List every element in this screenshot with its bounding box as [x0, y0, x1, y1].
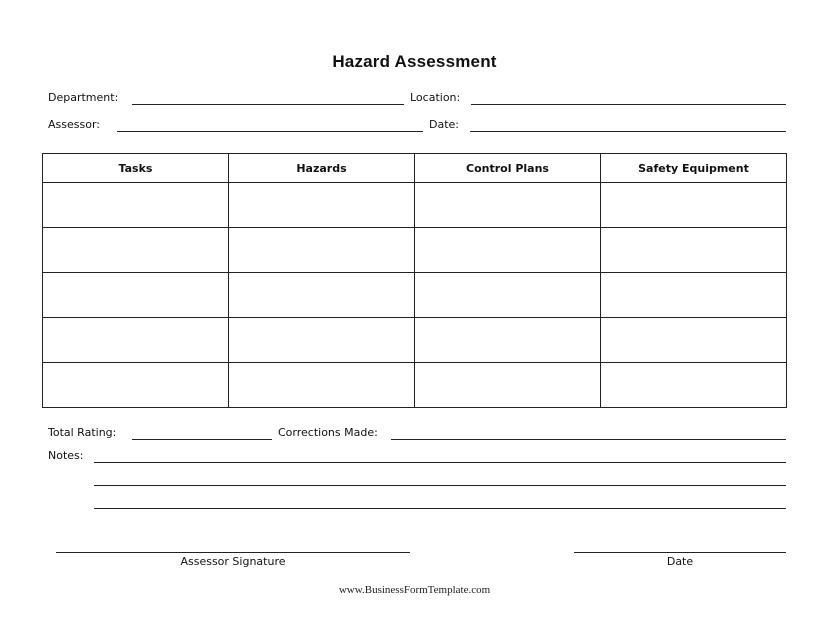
location-field[interactable]	[471, 104, 786, 105]
assessor-label: Assessor:	[48, 118, 100, 131]
assessor-field[interactable]	[117, 131, 423, 132]
total-rating-field[interactable]	[132, 439, 272, 440]
table-cell[interactable]	[229, 363, 415, 408]
corrections-made-field[interactable]	[391, 439, 786, 440]
corrections-made-label: Corrections Made:	[278, 426, 378, 439]
table-cell[interactable]	[43, 318, 229, 363]
column-header-safety-equipment: Safety Equipment	[601, 154, 787, 183]
table-cell[interactable]	[601, 183, 787, 228]
notes-line-2[interactable]	[94, 485, 786, 486]
table-cell[interactable]	[43, 273, 229, 318]
table-cell[interactable]	[229, 318, 415, 363]
page-title: Hazard Assessment	[332, 52, 497, 71]
location-label: Location:	[410, 91, 461, 104]
total-rating-label: Total Rating:	[48, 426, 117, 439]
notes-line-1[interactable]	[94, 462, 786, 463]
table-row	[43, 228, 787, 273]
table-cell[interactable]	[415, 363, 601, 408]
footer-website: www.BusinessFormTemplate.com	[338, 584, 491, 596]
table-cell[interactable]	[601, 363, 787, 408]
table-cell[interactable]	[229, 183, 415, 228]
table-cell[interactable]	[601, 228, 787, 273]
table-cell[interactable]	[229, 228, 415, 273]
table-row	[43, 363, 787, 408]
table-cell[interactable]	[229, 273, 415, 318]
table-header-row	[43, 154, 787, 183]
hazard-table	[42, 153, 787, 408]
date-field[interactable]	[470, 131, 786, 132]
column-header-tasks: Tasks	[43, 154, 229, 183]
table-row	[43, 183, 787, 228]
assessor-signature-label: Assessor Signature	[180, 555, 286, 568]
table-row	[43, 318, 787, 363]
table-cell[interactable]	[415, 273, 601, 318]
table-cell[interactable]	[415, 183, 601, 228]
column-header-control-plans: Control Plans	[415, 154, 601, 183]
table-cell[interactable]	[43, 183, 229, 228]
table-cell[interactable]	[43, 363, 229, 408]
table-cell[interactable]	[601, 318, 787, 363]
table-cell[interactable]	[43, 228, 229, 273]
notes-label: Notes:	[48, 449, 84, 462]
table-cell[interactable]	[415, 318, 601, 363]
table-row	[43, 273, 787, 318]
table-cell[interactable]	[601, 273, 787, 318]
column-header-hazards: Hazards	[229, 154, 415, 183]
department-label: Department:	[48, 91, 119, 104]
assessor-signature-line[interactable]	[56, 552, 410, 553]
table-cell[interactable]	[415, 228, 601, 273]
signature-date-line[interactable]	[574, 552, 786, 553]
department-field[interactable]	[132, 104, 404, 105]
notes-line-3[interactable]	[94, 508, 786, 509]
signature-date-label: Date	[666, 555, 694, 568]
date-label: Date:	[429, 118, 459, 131]
